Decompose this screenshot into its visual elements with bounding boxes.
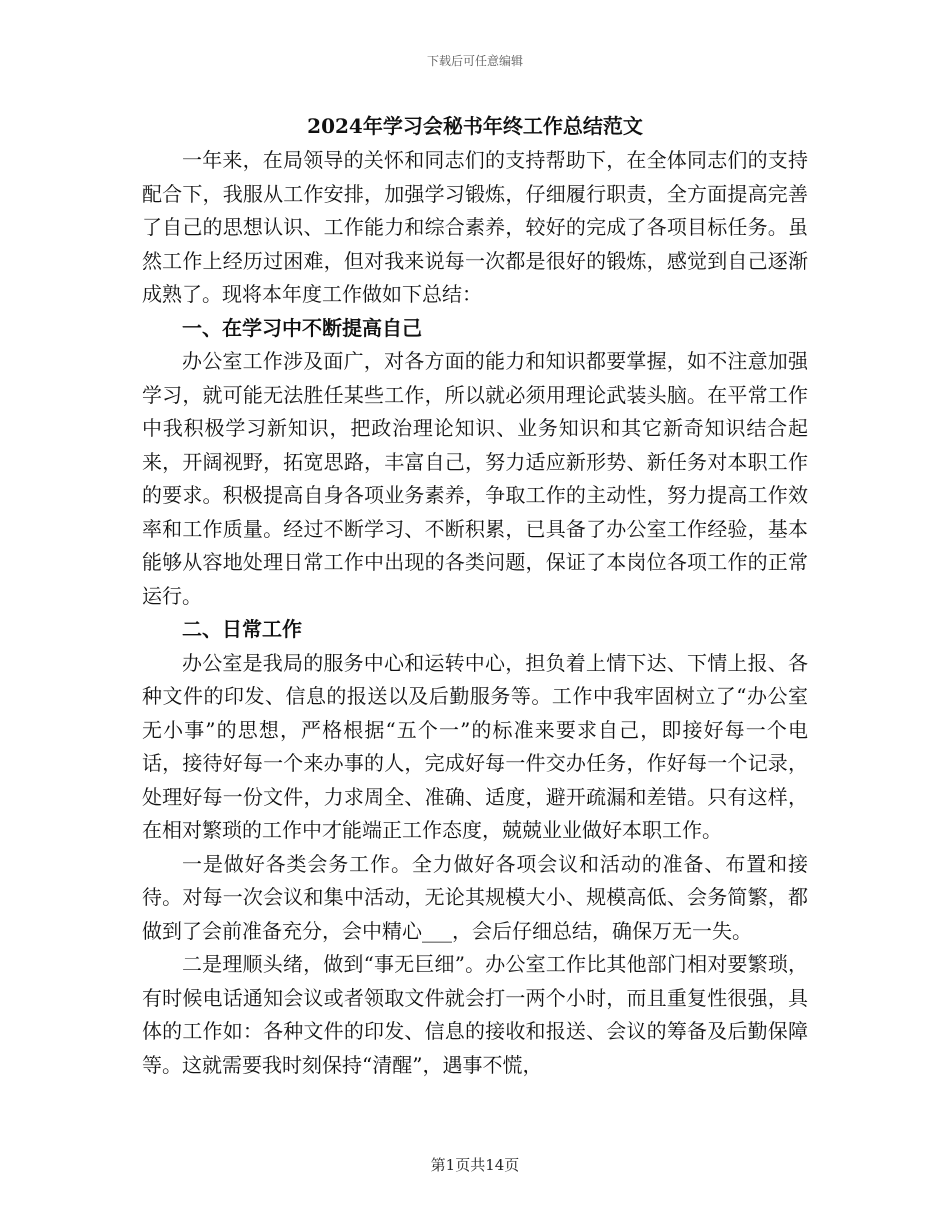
document-body <box>142 108 808 1082</box>
section-heading-2: 二、日常工作 <box>182 617 302 641</box>
paragraph-study: 办公室工作涉及面广，对各方面的能力和知识都要掌握，如不注意加强学习，就可能无法胜任某些工作，所以就必须用理论武装头脑。在平常工作中我积极学习新知识，把政治理论知识、业务知识和其它新奇知识结合起来，开阔视野，拓宽思路，丰富自己，努力适应新形势、新任务对本职工作的要求。积极提高自身各项业务素养，争取工作的主动性，努力提高工作效率和工作质量。经过不断学习、不断积累，已具备了办公室工作经验，基本能够从容地处理日常工作中出现的各类问题，保证了本岗位各项工作的正常运行。 <box>142 349 808 608</box>
page-header: 下载后可任意编辑 <box>426 54 523 68</box>
paragraph-intro: 一年来，在局领导的关怀和同志们的支持帮助下，在全体同志们的支持配合下，我服从工作安排，加强学习锻炼，仔细履行职责，全方面提高完善了自己的思想认识、工作能力和综合素养，较好的完成了各项目标任务。虽然工作上经历过困难，但对我来说每一次都是很好的锻炼，感觉到自己逐渐成熟了。现将本年度工作做如下总结： <box>142 148 808 306</box>
paragraph-details: 二是理顺头绪，做到“事无巨细”。办公室工作比其他部门相对要繁琐，有时候电话通知会议或者领取文件就会打一两个小时，而且重复性很强，具体的工作如：各种文件的印发、信息的接收和报送、会议的筹备及后勤保障等。这就需要我时刻保持“清醒”，遇事不慌， <box>142 952 808 1077</box>
document-title: 2024年学习会秘书年终工作总结范文 <box>307 114 643 138</box>
section-heading-1: 一、在学习中不断提高自己 <box>182 315 422 340</box>
paragraph-meeting-work: 一是做好各类会务工作。全力做好各项会议和活动的准备、布置和接待。对每一次会议和集中活动，无论其规模大小、规模高低、会务简繁，都做到了会前准备充分，会中精心___，会后仔细总结，确保万无一失。 <box>142 851 808 943</box>
paragraph-daily-work: 办公室是我局的服务中心和运转中心，担负着上情下达、下情上报、各种文件的印发、信息的报送以及后勤服务等。工作中我牢固树立了“办公室无小事”的思想，严格根据“五个一”的标准来要求自己，即接好每一个电话，接待好每一个来办事的人，完成好每一件交办任务，作好每一个记录，处理好每一份文件，力求周全、准确、适度，避开疏漏和差错。只有这样，在相对繁琐的工作中才能端正工作态度，兢兢业业做好本职工作。 <box>142 650 808 842</box>
page-number: 第1页共14页 <box>430 1156 520 1174</box>
